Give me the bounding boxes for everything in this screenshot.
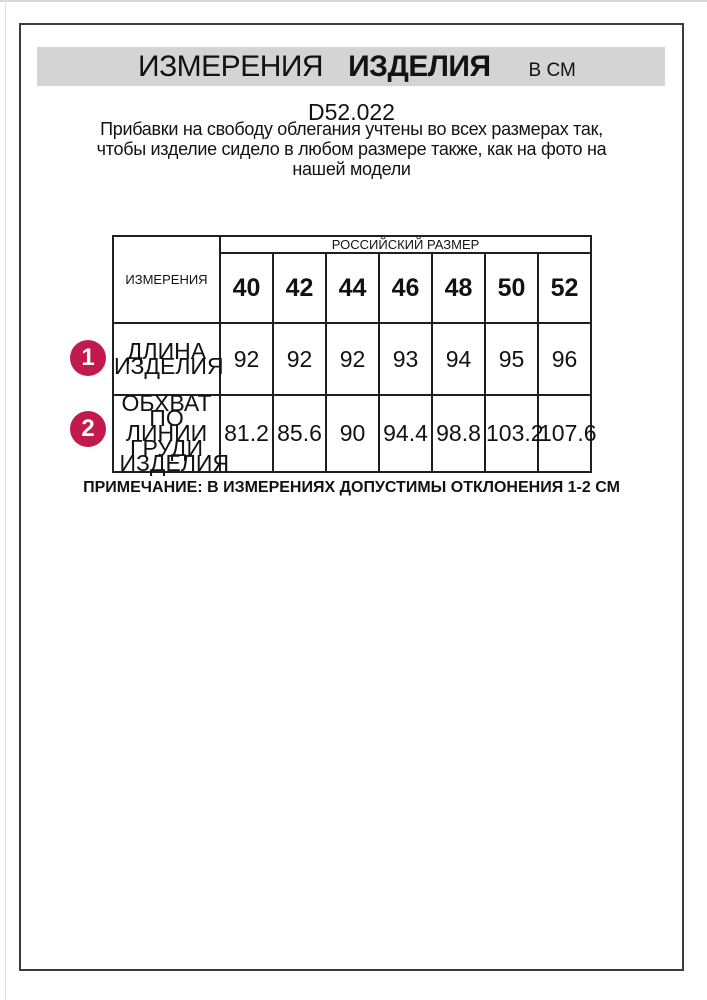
value-cell: 81.2 xyxy=(220,395,273,472)
measurements-table xyxy=(112,235,597,476)
row-marker-2-number: 2 xyxy=(81,415,95,442)
table-row-size-group xyxy=(113,236,591,253)
top-rule xyxy=(0,0,707,2)
size-cell: 48 xyxy=(432,253,485,323)
value-cell: 103.2 xyxy=(485,395,538,472)
value-cell: 94 xyxy=(432,323,485,395)
title-measurements: ИЗМЕРЕНИЯ xyxy=(138,50,324,83)
value-cell: 107.6 xyxy=(538,395,591,472)
product-code: D52.022 xyxy=(308,99,395,125)
left-rule xyxy=(5,0,6,1000)
row-label-chest-text: ОБХВАТ ПО ЛИНИИ ГРУДИ ИЗДЕЛИЯ xyxy=(119,390,230,476)
size-cell: 46 xyxy=(379,253,432,323)
row-marker-2 xyxy=(70,411,106,447)
title-bar xyxy=(37,47,665,86)
row-label-length: ДЛИНА ИЗДЕЛИЯ xyxy=(113,323,220,395)
value-cell: 92 xyxy=(220,323,273,395)
table-row-length xyxy=(113,323,591,395)
value-cell: 85.6 xyxy=(273,395,326,472)
value-cell: 92 xyxy=(326,323,379,395)
value-cell: 98.8 xyxy=(432,395,485,472)
value-cell: 96 xyxy=(538,323,591,395)
size-cell: 52 xyxy=(538,253,591,323)
value-cell: 92 xyxy=(273,323,326,395)
intro-line-1: Прибавки на свободу облегания учтены во всех размерах так, xyxy=(100,119,603,139)
row-label-chest xyxy=(113,390,230,476)
table-row-chest xyxy=(113,395,591,472)
value-cell: 94.4 xyxy=(379,395,432,472)
intro-line-2: чтобы изделие сидело в любом размере также, как на фото на xyxy=(96,139,607,159)
intro-line-3: нашей модели xyxy=(292,159,411,179)
size-cell: 50 xyxy=(485,253,538,323)
value-cell: 95 xyxy=(485,323,538,395)
title-product: ИЗДЕЛИЯ xyxy=(348,50,491,83)
row-marker-1 xyxy=(70,340,106,376)
row-marker-1-number: 1 xyxy=(81,344,95,371)
intro-text xyxy=(19,119,684,179)
size-cell: 44 xyxy=(326,253,379,323)
size-group-header-cell: РОССИЙСКИЙ РАЗМЕР xyxy=(220,236,591,253)
title-unit: В СМ xyxy=(528,60,576,81)
size-cell: 42 xyxy=(273,253,326,323)
size-cell: 40 xyxy=(220,253,273,323)
value-cell: 90 xyxy=(326,395,379,472)
corner-header-cell: ИЗМЕРЕНИЯ xyxy=(113,236,220,323)
value-cell: 93 xyxy=(379,323,432,395)
note-text: ПРИМЕЧАНИЕ: В ИЗМЕРЕНИЯХ ДОПУСТИМЫ ОТКЛОНЕНИЯ 1-2 СМ xyxy=(83,479,620,496)
